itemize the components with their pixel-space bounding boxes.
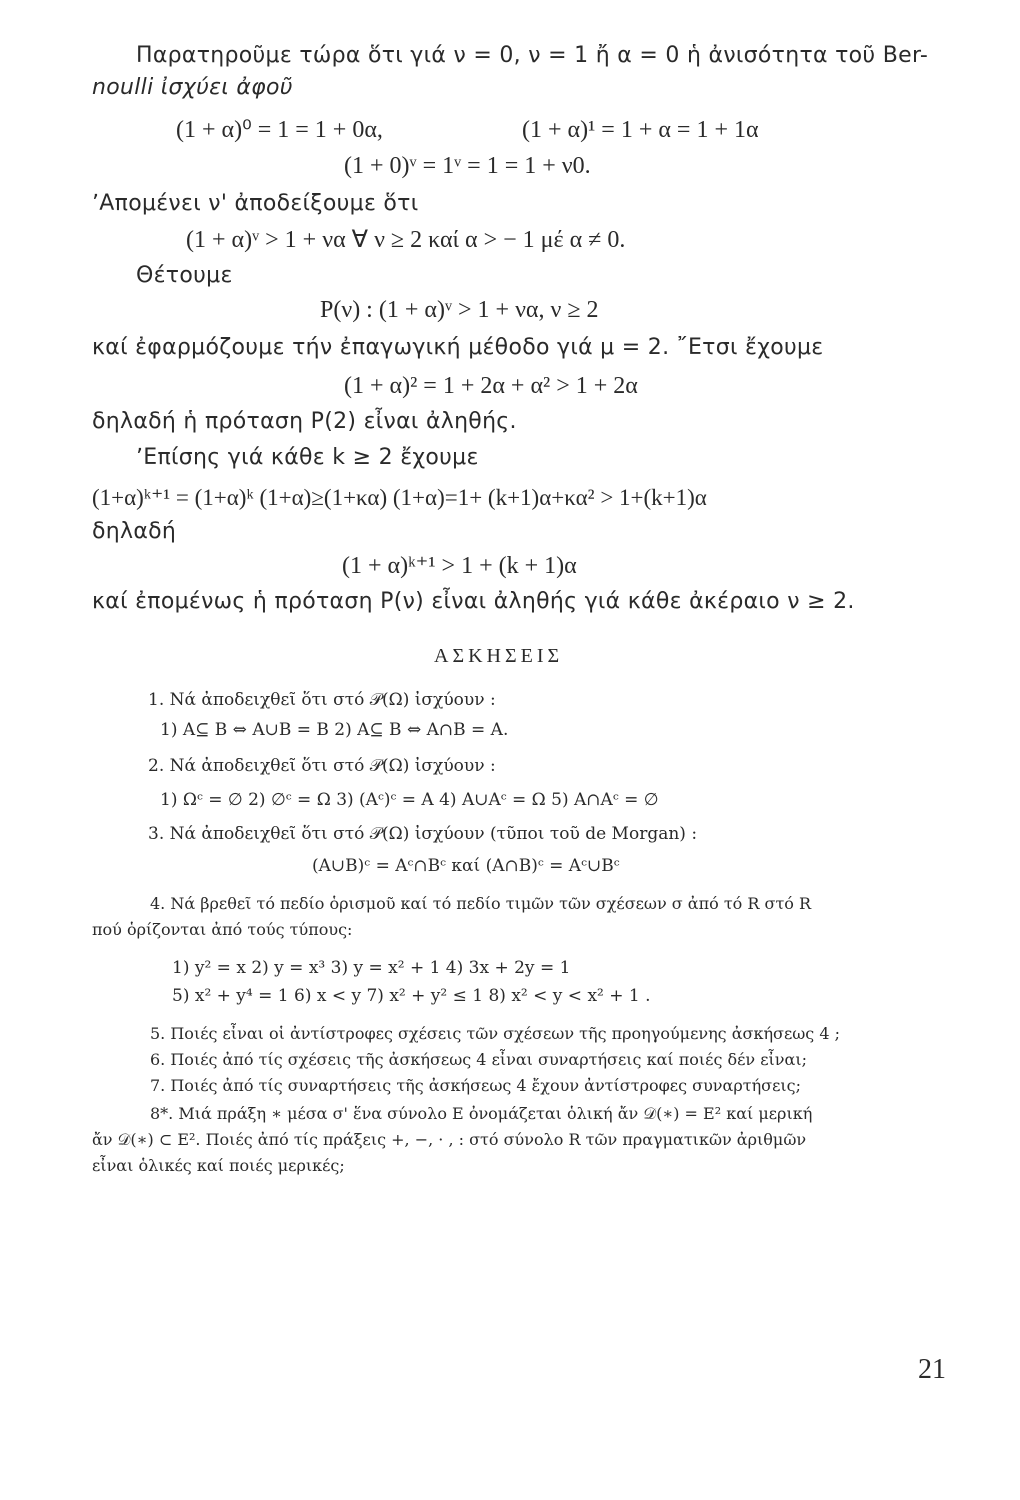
exercise-4-row-2: 5) x² + y⁴ = 1 6) x < y 7) x² + y² ≤ 1 8) x² < y < x² + 1 . <box>172 986 651 1006</box>
body-line-6: δηλαδή ἡ πρόταση P(2) εἶναι ἀληθής. <box>92 409 517 434</box>
body-line-4: Θέτουμε <box>136 263 233 288</box>
exercise-8-line-2: ἄν 𝒟(∗) ⊂ E². Ποιές ἀπό τίς πράξεις +, −, · , : στό σύνολο R τῶν πραγματικῶν ἀριθμῶν <box>92 1130 807 1149</box>
body-line-9: καί ἐπομένως ἡ πρόταση P(ν) εἶναι ἀληθής γιά κάθε ἀκέραιο ν ≥ 2. <box>92 589 855 614</box>
exercise-8-line-1: 8*. Μιά πράξη ∗ μέσα σ' ἕνα σύνολο E ὀνομάζεται ὁλική ἄν 𝒟(∗) = E² καί μερική <box>150 1104 813 1123</box>
exercise-2-items: 1) Ωᶜ = ∅ 2) ∅ᶜ = Ω 3) (Aᶜ)ᶜ = A 4) A∪Aᶜ = Ω 5) A∩Aᶜ = ∅ <box>160 790 659 810</box>
equation-6: (1+α)ᵏ⁺¹ = (1+α)ᵏ (1+α)≥(1+κα) (1+α)=1+ (k+1)α+κα² > 1+(k+1)α <box>92 485 707 510</box>
exercise-5: 5. Ποιές εἶναι οἱ ἀντίστροφες σχέσεις τῶν σχέσεων τῆς προηγούμενης ἀσκήσεως 4 ; <box>150 1024 840 1043</box>
exercise-2: 2. Νά ἀποδειχθεῖ ὅτι στό 𝒫(Ω) ἰσχύουν : <box>148 756 496 776</box>
equation-2: (1 + 0)ᵛ = 1ᵛ = 1 = 1 + ν0. <box>344 153 591 179</box>
exercises-heading: ΑΣΚΗΣΕΙΣ <box>434 645 564 667</box>
exercise-6: 6. Ποιές ἀπό τίς σχέσεις τῆς ἀσκήσεως 4 εἶναι συναρτήσεις καί ποιές δέν εἶναι; <box>150 1050 807 1069</box>
equation-5: (1 + α)² = 1 + 2α + α² > 1 + 2α <box>344 373 638 399</box>
page-number: 21 <box>918 1354 946 1385</box>
equation-7: (1 + α)ᵏ⁺¹ > 1 + (k + 1)α <box>342 553 577 579</box>
equation-4: P(ν) : (1 + α)ᵛ > 1 + να, ν ≥ 2 <box>320 297 599 323</box>
exercise-4-row-1: 1) y² = x 2) y = x³ 3) y = x² + 1 4) 3x + 2y = 1 <box>172 958 571 978</box>
exercise-8-line-3: εἶναι ὁλικές καί ποιές μερικές; <box>92 1156 345 1175</box>
exercise-1-items: 1) A⊆ B ⇔ A∪B = B 2) A⊆ B ⇔ A∩B = A. <box>160 720 509 740</box>
exercise-4-line-2: πού ὁρίζονται ἀπό τούς τύπους: <box>92 920 353 939</box>
body-line-2: noulli ἰσχύει ἀφοῦ <box>92 75 293 100</box>
body-line-5: καί ἐφαρμόζουμε τήν ἐπαγωγική μέθοδο γιά μ = 2. ῎Ετσι ἔχουμε <box>92 335 824 360</box>
body-line-7: ʼΕπίσης γιά κάθε k ≥ 2 ἔχουμε <box>136 445 479 470</box>
body-line-1: Παρατηροῦμε τώρα ὅτι γιά ν = 0, ν = 1 ἤ α = 0 ἡ ἀνισότητα τοῦ Ber- <box>136 43 929 68</box>
body-line-3: ʼΑπομένει ν' ἀποδείξουμε ὅτι <box>92 191 419 216</box>
equation-3: (1 + α)ᵛ > 1 + να ∀ ν ≥ 2 καί α > − 1 μέ α ≠ 0. <box>186 227 626 253</box>
exercise-4-line-1: 4. Νά βρεθεῖ τό πεδίο ὁρισμοῦ καί τό πεδίο τιμῶν τῶν σχέσεων σ ἀπό τό R στό R <box>150 894 812 913</box>
body-line-8: δηλαδή <box>92 519 177 544</box>
exercise-3-formula: (A∪B)ᶜ = Aᶜ∩Bᶜ καί (A∩B)ᶜ = Aᶜ∪Bᶜ <box>312 856 620 876</box>
exercise-3: 3. Νά ἀποδειχθεῖ ὅτι στό 𝒫(Ω) ἰσχύουν (τῦποι τοῦ de Morgan) : <box>148 824 698 844</box>
equation-1a: (1 + α)⁰ = 1 = 1 + 0α, <box>176 117 383 143</box>
exercise-7: 7. Ποιές ἀπό τίς συναρτήσεις τῆς ἀσκήσεως 4 ἔχουν ἀντίστροφες συναρτήσεις; <box>150 1076 801 1095</box>
exercise-1: 1. Νά ἀποδειχθεῖ ὅτι στό 𝒫(Ω) ἰσχύουν : <box>148 690 496 710</box>
equation-1b: (1 + α)¹ = 1 + α = 1 + 1α <box>522 117 759 143</box>
